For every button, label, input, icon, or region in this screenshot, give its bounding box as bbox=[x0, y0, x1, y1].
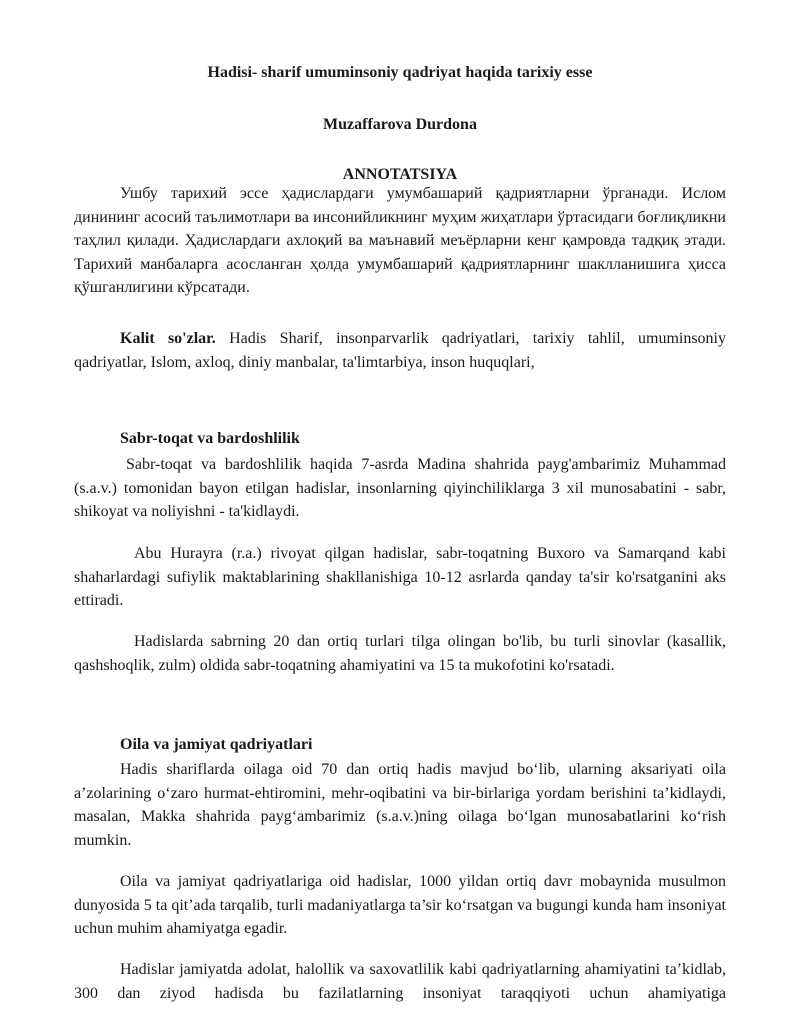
document-title: Hadisi- sharif umuminsoniy qadriyat haqida tarixiy esse bbox=[207, 64, 593, 81]
keywords-text: Hadis Sharif, insonparvarlik qadriyatlari, tarixiy tahlil, umuminsoniy qadriyatlar, Islom, axloq, diniy manbalar, ta'limtarbiya, inson huquqlari, bbox=[74, 330, 727, 371]
section2-paragraph-2: Oila va jamiyat qadriyatlariga oid hadislar, 1000 yildan ortiq davr mobaynida musulmon dunyosida 5 ta qit’ada tarqalib, turli madaniyatlarga ta’sir ko‘rsatgan va bugungi kunda ham insoniyat uchun muhim ahamiyatga egadir. bbox=[74, 873, 726, 937]
section2-paragraph-3: Hadislar jamiyatda adolat, halollik va saxovatlilik kabi qadriyatlarning ahamiyatini ta’kidlab, 300 dan ziyod hadisda bu fazilatlarning insoniyat taraqqiyoti uchun ahamiyatiga bbox=[74, 961, 726, 1002]
section2-paragraph-1: Hadis shariflarda oilaga oid 70 dan ortiq hadis mavjud bo‘lib, ularning aksariyati oila a’zolarining o‘zaro hurmat-ehtiromini, mehr-oqibatini va bir-birlariga yordam berishini ta’kidlaydi, masalan, Makka shahrida payg‘ambarimiz (s.a.v.)ning oilaga bo‘lgan munosabatlarini ko‘rish mumkin. bbox=[74, 761, 726, 849]
document-author: Muzaffarova Durdona bbox=[323, 116, 477, 133]
annotation-paragraph: Ушбу тарихий эссе ҳадислардаги умумбашарий қадриятларни ўрганади. Ислом динининг асосий таълимотлари ва инсонийликнинг муҳим жиҳатлари ўртасидаги боғлиқликни таҳлил қилади. Ҳадислардаги ахлоқий ва маънавий меъёрларни кенг қамровда тадқиқ этади. Тарихий манбаларга асосланган ҳолда умумбашарий қадриятларнинг шаклланишига ҳисса қўшганлигини кўрсатади. bbox=[74, 185, 726, 296]
section-heading-family: Oila va jamiyat qadriyatlari bbox=[120, 736, 313, 753]
section1-paragraph-2: Abu Hurayra (r.a.) rivoyat qilgan hadislar, sabr-toqatning Buxoro va Samarqand kabi shaharlardagi sufiylik maktablarining shakllanishiga 10-12 asrlarda qanday ta'sir ko'rsatganini aks ettiradi. bbox=[74, 545, 726, 609]
section-heading-patience: Sabr-toqat va bardoshlilik bbox=[120, 430, 300, 447]
keywords-paragraph bbox=[74, 327, 726, 374]
keywords-label: Kalit so'zlar. bbox=[120, 330, 216, 347]
annotation-heading: ANNOTATSIYA bbox=[342, 166, 458, 183]
section1-paragraph-3: Hadislarda sabrning 20 dan ortiq turlari tilga olingan bo'lib, bu turli sinovlar (kasallik, qashshoqlik, zulm) oldida sabr-toqatning ahamiyatini va 15 ta mukofotini ko'rsatadi. bbox=[74, 633, 726, 674]
section1-paragraph-1: Sabr-toqat va bardoshlilik haqida 7-asrda Madina shahrida payg'ambarimiz Muhammad (s.a.v.) tomonidan bayon etilgan hadislar, insonlarning qiyinchiliklarga 3 xil munosabatini - sabr, shikoyat va noliyishni - ta'kidlaydi. bbox=[74, 456, 726, 520]
